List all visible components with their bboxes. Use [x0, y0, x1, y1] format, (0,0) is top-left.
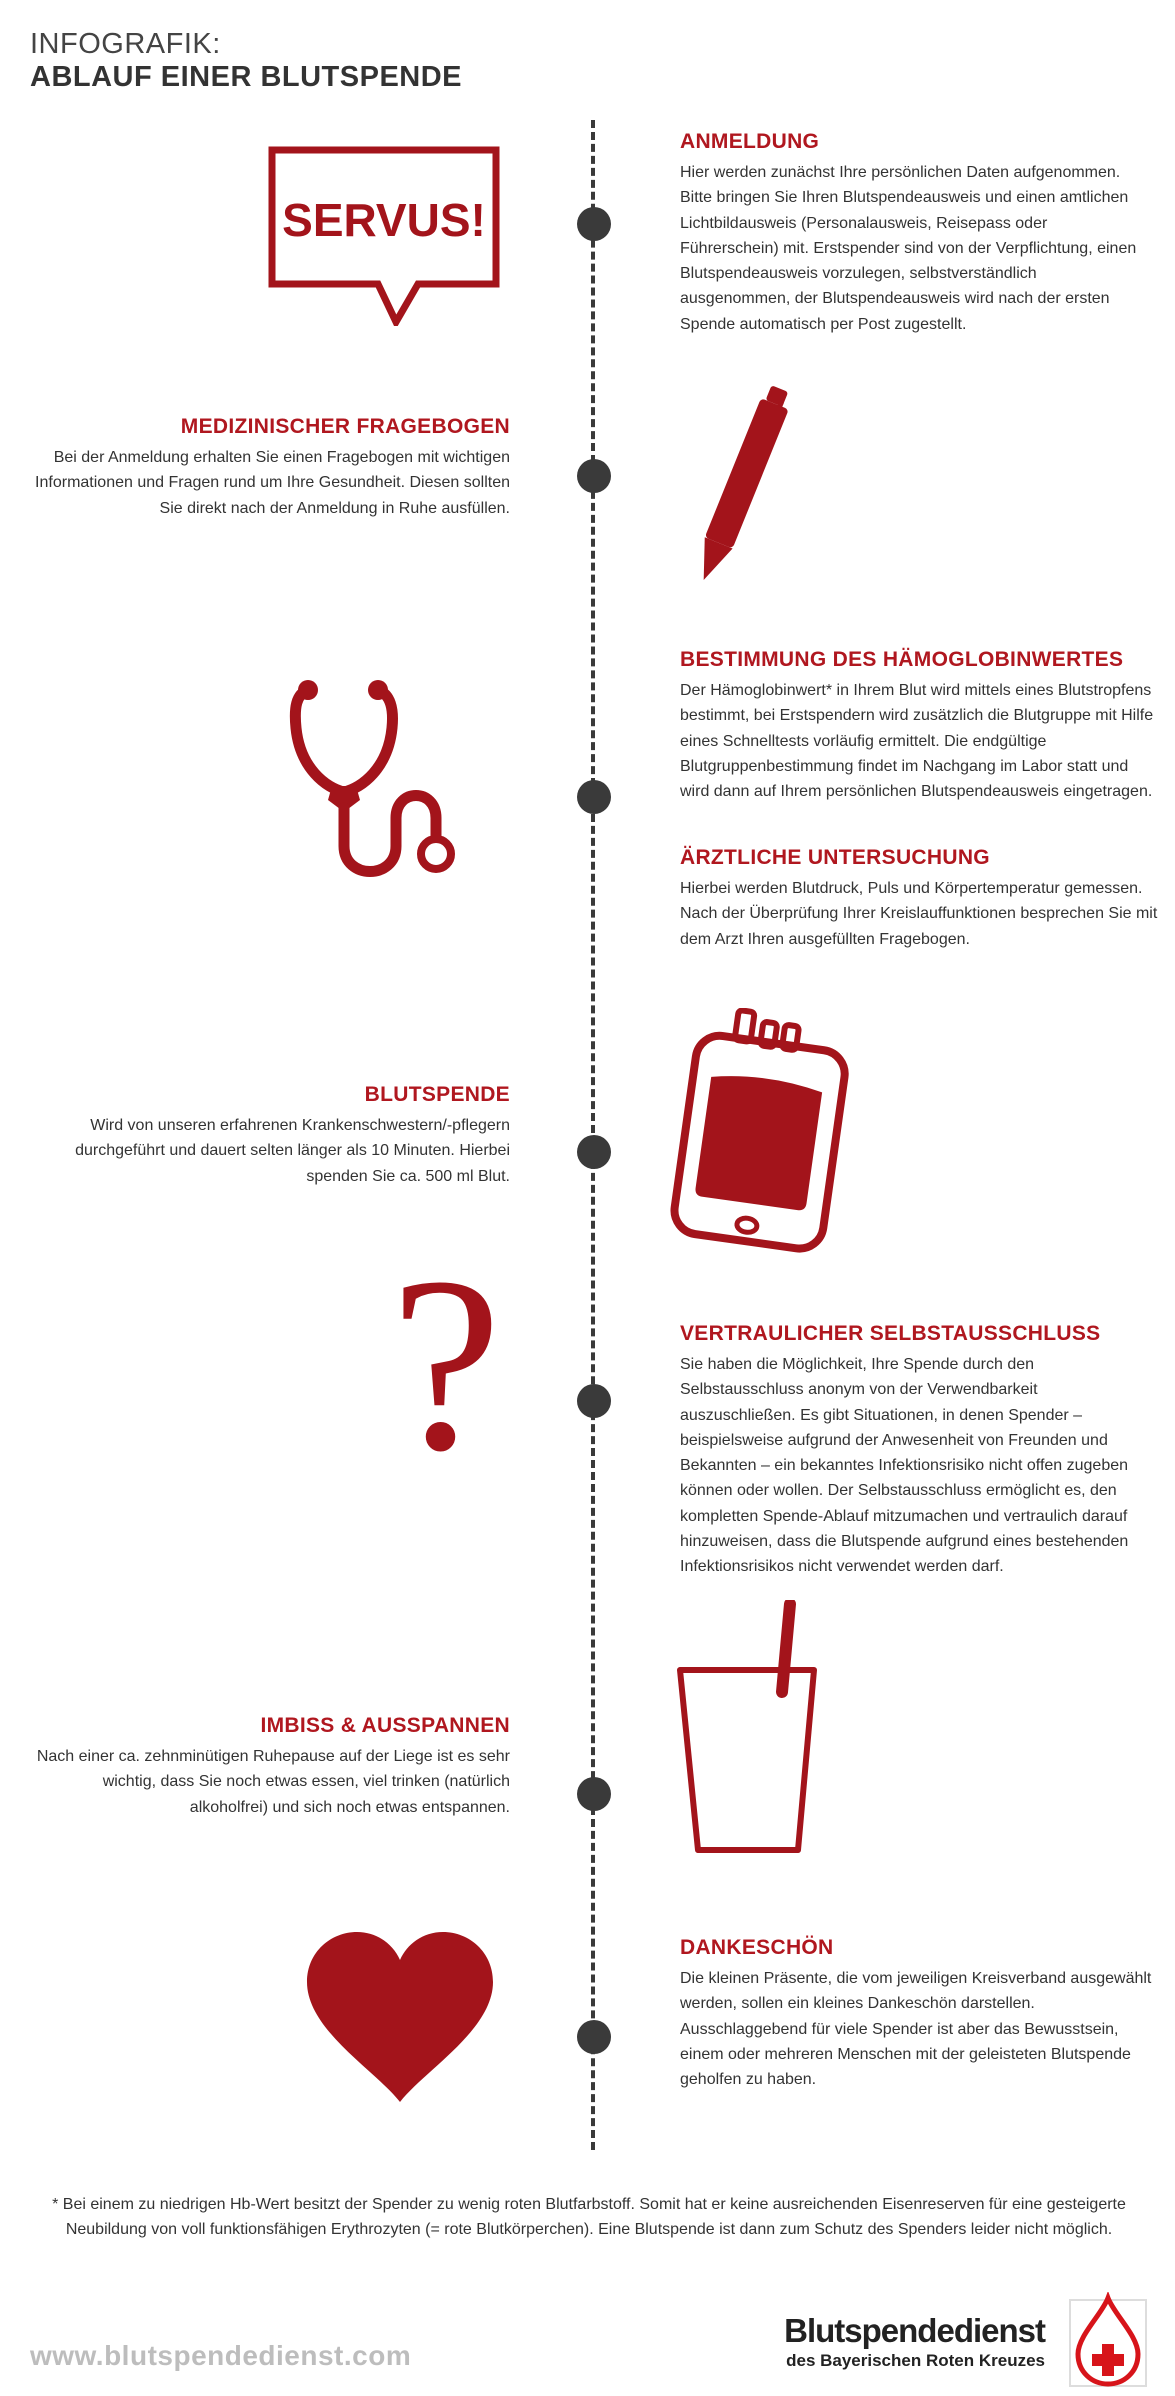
step-text: Der Hämoglobinwert* in Ihrem Blut wird mittels eines Blutstropfens bestimmt, bei Erstspendern wird zusätzlich die Blutgruppe mit Hilfe eines Schnelltests vorläufig ermittelt. Die endgültige Blutgruppenbestimmung findet im Nachgang im Labor statt und wird dann auf Ihrem persönlichen Blutspendeausweis eingetragen. — [680, 682, 1154, 801]
header — [30, 28, 462, 94]
timeline-dot-7 — [577, 2020, 611, 2054]
pen-icon — [688, 378, 798, 603]
question-mark-glyph: ? — [390, 1248, 502, 1468]
step-text: Hier werden zunächst Ihre persönlichen Daten aufgenommen. Bitte bringen Sie Ihren Blutspendeausweis und einen amtlichen Lichtbildausweis (Personalausweis, Reisepass oder Führerschein) mit. Erstspender sind von der Verpflichtung, einen Blutspendeausweis vorzulegen, selbstverständlich ausgenommen, der Blutspendeausweis wird nach der ersten Spende automatisch per Post zugestellt. — [680, 164, 1137, 333]
step-text: Hierbei werden Blutdruck, Puls und Körpertemperatur gemessen. Nach der Überprüfung Ihrer Kreislauffunktionen besprechen Sie mit dem Arzt Ihren ausgefüllten Fragebogen. — [680, 880, 1158, 948]
step-title: IMBISS & AUSSPANNEN — [260, 1714, 510, 1737]
step-untersuchung — [680, 846, 1160, 952]
step-fragebogen — [30, 415, 510, 521]
step-title: VERTRAULICHER SELBSTAUSSCHLUSS — [680, 1322, 1101, 1345]
speech-bubble-icon — [268, 146, 500, 331]
step-title: ANMELDUNG — [680, 130, 820, 153]
step-text: Bei der Anmeldung erhalten Sie einen Fragebogen mit wichtigen Informationen und Fragen rund um Ihre Gesundheit. Diesen sollten Sie direkt nach der Anmeldung in Ruhe ausfüllen. — [35, 449, 510, 517]
step-text: Nach einer ca. zehnminütigen Ruhepause auf der Liege ist es sehr wichtig, dass Sie noch etwas essen, viel trinken (natürlich alkoholfrei) und sich noch etwas entspannen. — [36, 1748, 510, 1816]
step-title: BESTIMMUNG DES HÄMOGLOBINWERTES — [680, 648, 1124, 671]
step-dankeschoen — [680, 1936, 1155, 2092]
step-title: BLUTSPENDE — [364, 1083, 510, 1106]
question-mark-icon — [386, 1248, 506, 1473]
step-title: MEDIZINISCHER FRAGEBOGEN — [180, 415, 510, 438]
step-haemoglobin — [680, 648, 1160, 804]
timeline-dot-1 — [577, 207, 611, 241]
step-imbiss — [30, 1714, 510, 1820]
step-anmeldung — [680, 130, 1150, 337]
stethoscope-icon — [286, 668, 506, 893]
website-url[interactable]: www.blutspendedienst.com — [30, 2340, 412, 2371]
heart-icon — [305, 1930, 495, 2111]
header-kicker: INFOGRAFIK: — [30, 28, 221, 60]
blood-bag-icon — [664, 1008, 854, 1261]
step-text: Die kleinen Präsente, die vom jeweiligen Kreisverband ausgewählt werden, sollen ein kleines Dankeschön darstellen. Ausschlaggebend für viele Spender ist aber das Bewusstsein, einem oder mehreren Menschen mit der geleisteten Blutspende geholfen zu haben. — [680, 1970, 1152, 2089]
timeline-dot-3 — [577, 780, 611, 814]
brand-name: Blutspendedienst — [784, 2312, 1045, 2349]
step-title: DANKESCHÖN — [680, 1936, 834, 1959]
step-blutspende — [30, 1083, 510, 1189]
timeline-dot-4 — [577, 1135, 611, 1169]
blood-drop-cross-icon — [1068, 2292, 1148, 2393]
step-selbstausschluss — [680, 1322, 1155, 1580]
timeline-dot-5 — [577, 1384, 611, 1418]
page-title: ABLAUF EINER BLUTSPENDE — [30, 61, 463, 93]
step-text: Sie haben die Möglichkeit, Ihre Spende durch den Selbstausschluss anonym von der Verwendbarkeit auszuschließen. Es gibt Situationen, in denen Spender – beispielsweise aufgrund der Anwesenheit von Freunden und Bekannten – ein bekanntes Infektionsrisiko nicht offen zugeben können oder wollen. Der Selbstausschluss ermöglicht es, den kompletten Spende-Ablauf mitzumachen und vertraulich darauf hinzuweisen, dass die Blutspende aufgrund eines bestehenden Infektionsrisikos nicht verwendet werden darf. — [680, 1356, 1129, 1576]
step-text: Wird von unseren erfahrenen Krankenschwestern/-pflegern durchgeführt und dauert selten länger als 10 Minuten. Hierbei spenden Sie ca. 500 ml Blut. — [75, 1117, 510, 1185]
servus-text: SERVUS! — [282, 194, 486, 246]
step-title: ÄRZTLICHE UNTERSUCHUNG — [680, 846, 990, 869]
timeline-dot-2 — [577, 459, 611, 493]
cup-icon — [672, 1600, 822, 1865]
brand-logo-text — [784, 2312, 1045, 2372]
timeline-dot-6 — [577, 1777, 611, 1811]
brand-subtitle: des Bayerischen Roten Kreuzes — [786, 2351, 1045, 2370]
footnote: * Bei einem zu niedrigen Hb-Wert besitzt der Spender zu wenig roten Blutfarbstoff. Somit hat er keine ausreichenden Eisenreserven für eine gesteigerte Neubildung von voll funktionsfähigen Erythrozyten (= rote Blutkörperchen). Eine Blutspende ist dann zum Schutz des Spenders leider nicht möglich. — [52, 2196, 1126, 2238]
